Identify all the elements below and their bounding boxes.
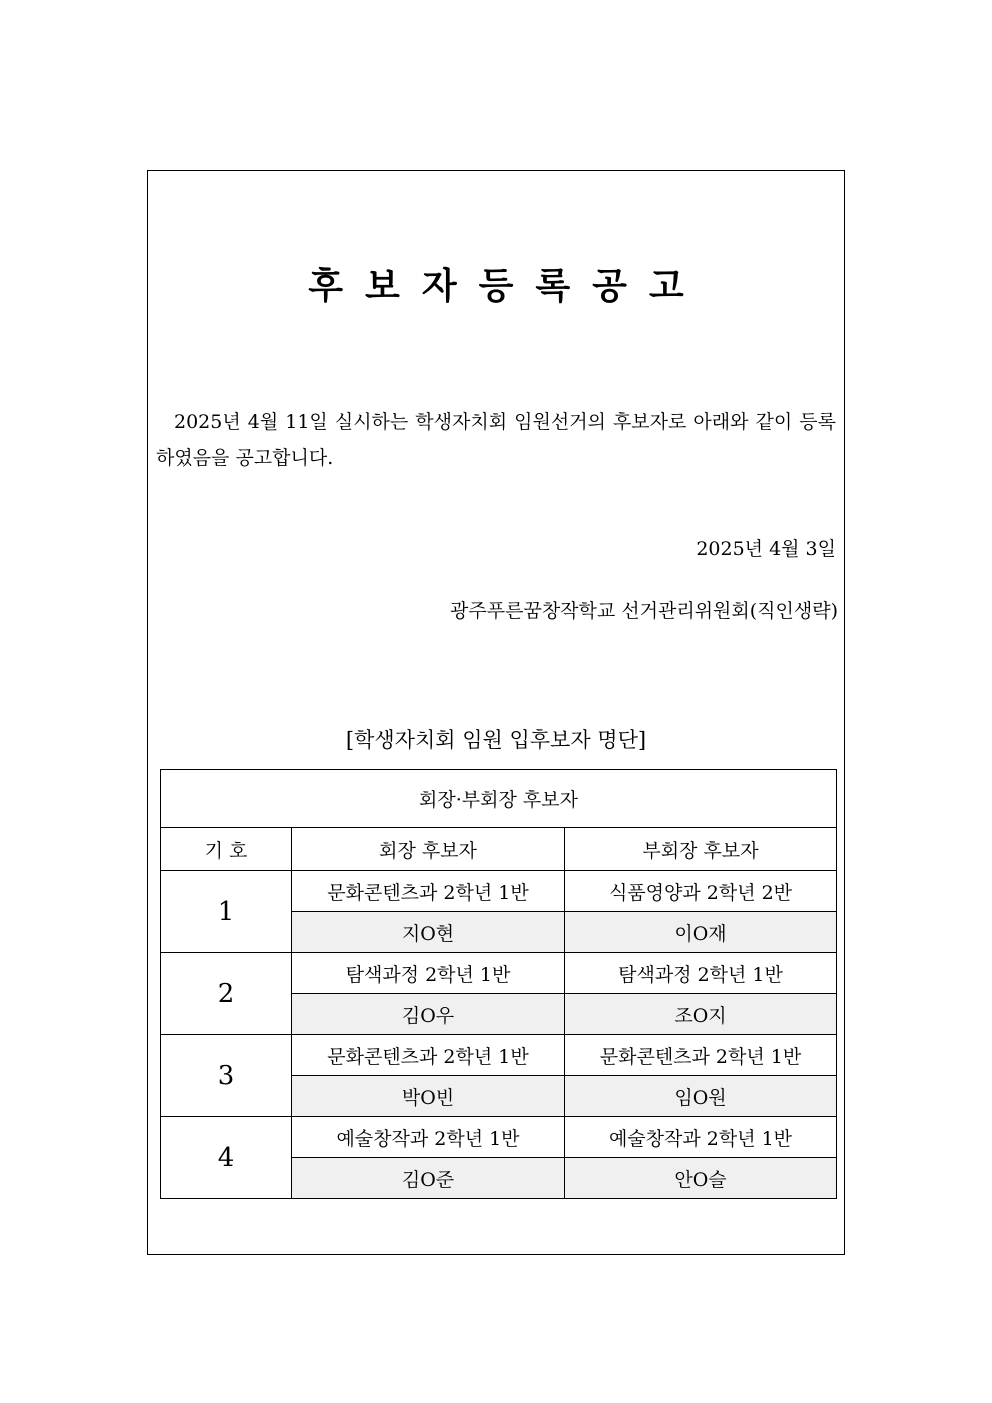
president-name: 김O우 — [292, 994, 565, 1035]
vice-president-name: 안O슬 — [565, 1158, 837, 1199]
table-header-row — [161, 828, 837, 871]
president-class: 문화콘텐츠과 2학년 1반 — [292, 1035, 565, 1076]
table-title: 회장·부회장 후보자 — [161, 770, 837, 828]
column-header-vice-president: 부회장 후보자 — [565, 828, 837, 871]
candidate-number: 4 — [161, 1117, 292, 1199]
president-class: 예술창작과 2학년 1반 — [292, 1117, 565, 1158]
vice-president-class: 식품영양과 2학년 2반 — [565, 871, 837, 912]
candidate-number: 3 — [161, 1035, 292, 1117]
president-name: 박O빈 — [292, 1076, 565, 1117]
vice-president-class: 탐색과정 2학년 1반 — [565, 953, 837, 994]
president-name: 지O현 — [292, 912, 565, 953]
table-title-row — [161, 770, 837, 828]
vice-president-name: 이O재 — [565, 912, 837, 953]
vice-president-name: 조O지 — [565, 994, 837, 1035]
column-header-president: 회장 후보자 — [292, 828, 565, 871]
issuer-signature: 광주푸른꿈창작학교 선거관리위원회(직인생략) — [450, 600, 838, 622]
column-header-number: 기 호 — [161, 828, 292, 871]
table-row — [161, 953, 837, 994]
vice-president-name: 임O원 — [565, 1076, 837, 1117]
table-caption: [학생자치회 임원 입후보자 명단] — [345, 728, 647, 752]
president-class: 문화콘텐츠과 2학년 1반 — [292, 871, 565, 912]
announcement-text: 2025년 4월 11일 실시하는 학생자치회 임원선거의 후보자로 아래와 같이 등록하였음을 공고합니다. — [156, 411, 836, 469]
president-name: 김O준 — [292, 1158, 565, 1199]
announcement-date: 2025년 4월 3일 — [696, 538, 836, 560]
table-row — [161, 1117, 837, 1158]
vice-president-class: 예술창작과 2학년 1반 — [565, 1117, 837, 1158]
president-class: 탐색과정 2학년 1반 — [292, 953, 565, 994]
table-row — [161, 1035, 837, 1076]
candidate-number: 2 — [161, 953, 292, 1035]
announcement-body — [156, 404, 836, 476]
candidate-table — [160, 769, 837, 1199]
document-title: 후보자등록공고 — [308, 266, 706, 307]
table-row — [161, 871, 837, 912]
vice-president-class: 문화콘텐츠과 2학년 1반 — [565, 1035, 837, 1076]
candidate-number: 1 — [161, 871, 292, 953]
